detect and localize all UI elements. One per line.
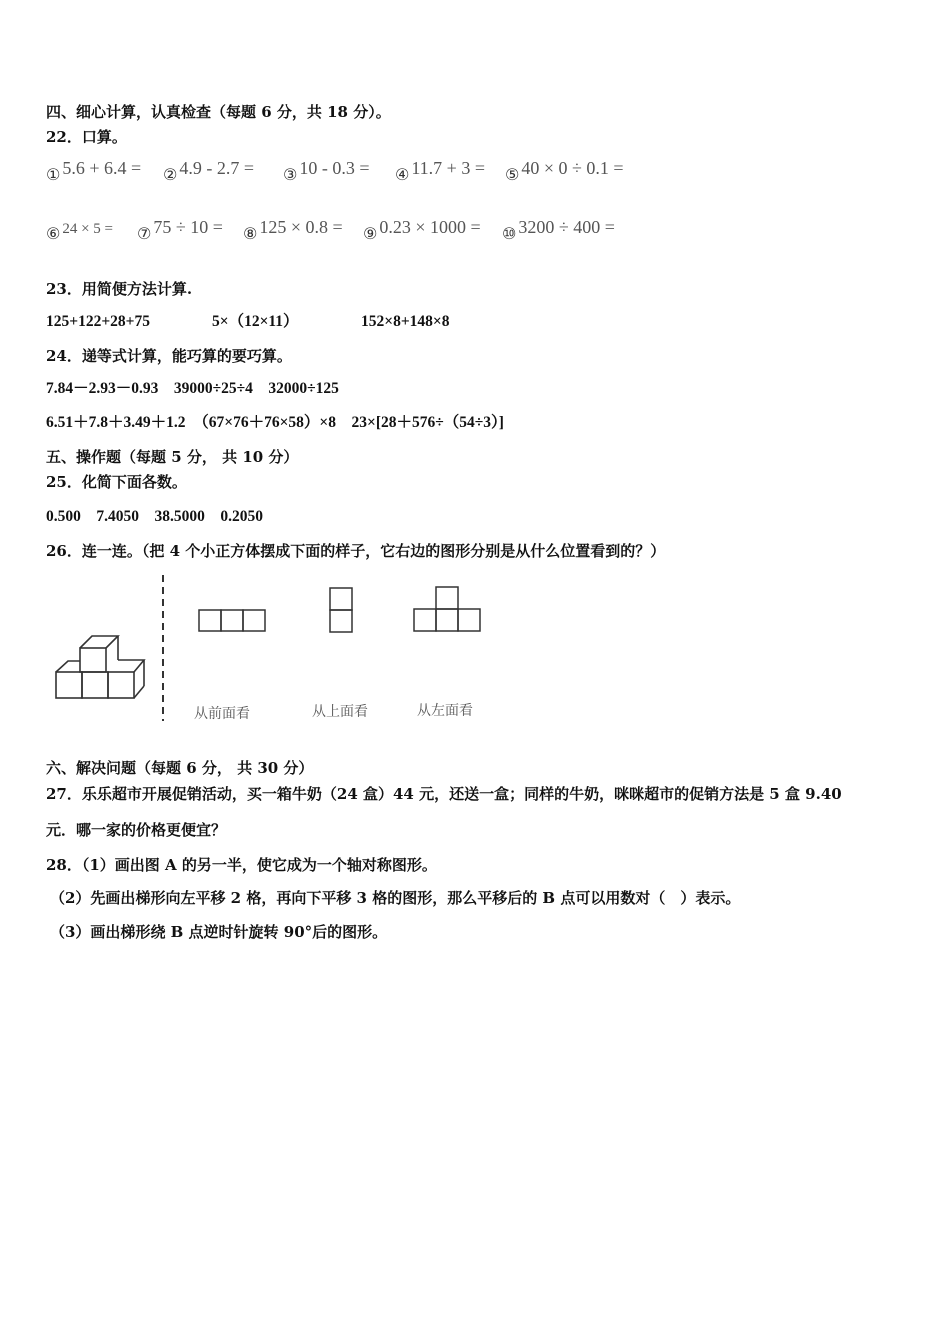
item-number: ① bbox=[46, 165, 61, 184]
section4-title: 四、细心计算，认真检查（每题 6 分，共 18 分）。 bbox=[46, 103, 391, 121]
q25-title: 25．化简下面各数。 bbox=[46, 473, 187, 491]
view-label-front: 从前面看 bbox=[194, 706, 250, 722]
section6-title: 六、解决问题（每题 6 分， 共 30 分） bbox=[46, 759, 314, 777]
q26-title: 26．连一连。（把 4 个小正方体摆成下面的样子，它右边的图形分别是从什么位置看到的？） bbox=[46, 542, 666, 560]
expression: 10 - 0.3 = bbox=[299, 158, 370, 178]
calc-item bbox=[395, 158, 485, 184]
calc-item bbox=[46, 158, 142, 184]
calc-item bbox=[363, 217, 481, 243]
calc-item bbox=[163, 158, 254, 184]
view-label-top: 从上面看 bbox=[312, 704, 368, 720]
calc-item bbox=[505, 158, 624, 184]
q25-line: 0.500 7.4050 38.5000 0.2050 bbox=[46, 508, 264, 525]
expression: 0.23 × 1000 = bbox=[379, 217, 481, 237]
q28-line1: 28．（1）画出图 A 的另一半，使它成为一个轴对称图形。 bbox=[46, 856, 437, 874]
calc-item bbox=[502, 217, 615, 243]
expression: 5.6 + 6.4 = bbox=[62, 158, 142, 178]
calc-item bbox=[46, 218, 114, 243]
q27-line2: 元．哪一家的价格更便宜？ bbox=[46, 821, 227, 839]
item-number: ⑧ bbox=[243, 224, 258, 243]
q24-line1: 7.84－2.93－0.93 39000÷25÷4 32000÷125 bbox=[46, 380, 339, 397]
expression: 75 ÷ 10 = bbox=[153, 217, 223, 237]
q28-line2: （2）先画出梯形向左平移 2 格，再向下平移 3 格的图形，那么平移后的 B 点可以用数对（ ）表示。 bbox=[50, 889, 741, 907]
calc-item bbox=[137, 217, 223, 243]
expression: 4.9 - 2.7 = bbox=[179, 158, 254, 178]
view-label-left: 从左面看 bbox=[417, 703, 473, 719]
top-view-shape bbox=[328, 587, 354, 633]
q23-item: 125+122+28+75 bbox=[46, 313, 150, 330]
expression: 24 × 5 = bbox=[62, 221, 114, 237]
item-number: ② bbox=[163, 165, 178, 184]
left-view-shape bbox=[413, 586, 483, 634]
item-number: ③ bbox=[283, 165, 298, 184]
cube-arrangement-figure bbox=[50, 628, 150, 704]
calc-item bbox=[283, 158, 370, 184]
item-number: ⑨ bbox=[363, 224, 378, 243]
q23-title: 23．用简便方法计算. bbox=[46, 280, 193, 298]
item-number: ⑩ bbox=[502, 224, 517, 243]
expression: 125 × 0.8 = bbox=[259, 217, 343, 237]
item-number: ⑤ bbox=[505, 165, 520, 184]
q23-item: 5×（12×11） bbox=[212, 313, 299, 330]
q22-title: 22．口算。 bbox=[46, 128, 127, 146]
q24-title: 24．递等式计算，能巧算的要巧算。 bbox=[46, 347, 292, 365]
expression: 3200 ÷ 400 = bbox=[518, 217, 615, 237]
dashed-divider bbox=[160, 575, 166, 721]
front-view-shape bbox=[198, 609, 266, 633]
q27-line1: 27．乐乐超市开展促销活动，买一箱牛奶（24 盒）44 元，还送一盒；同样的牛奶，咪咪超市的促销方法是 5 盒 9.40 bbox=[46, 785, 842, 803]
calc-item bbox=[243, 217, 343, 243]
q24-line2: 6.51＋7.8＋3.49＋1.2 （67×76＋76×58）×8 23×[28＋576÷（54÷3）] bbox=[46, 414, 504, 431]
expression: 40 × 0 ÷ 0.1 = bbox=[521, 158, 624, 178]
section5-title: 五、操作题（每题 5 分， 共 10 分） bbox=[46, 448, 299, 466]
item-number: ⑥ bbox=[46, 224, 61, 243]
item-number: ④ bbox=[395, 165, 410, 184]
item-number: ⑦ bbox=[137, 224, 152, 243]
expression: 11.7 + 3 = bbox=[411, 158, 485, 178]
q28-line3: （3）画出梯形绕 B 点逆时针旋转 90°后的图形。 bbox=[50, 923, 388, 941]
q23-item: 152×8+148×8 bbox=[361, 313, 450, 330]
